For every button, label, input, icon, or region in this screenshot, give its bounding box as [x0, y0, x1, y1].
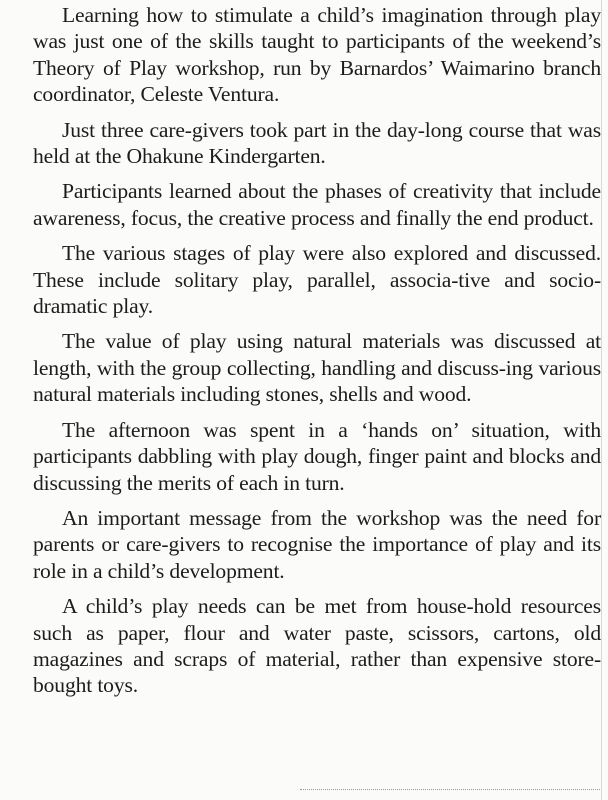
paragraph-participants: Just three care-givers took part in the day-long course that was held at the Ohakune Kindergarten.: [33, 117, 601, 169]
paragraph-creativity-phases: Participants learned about the phases of creativity that include awareness, focus, the creative process and finally the end product.: [33, 179, 601, 230]
paragraph-household-resources: A child’s play needs can be met from house-hold resources such as paper, flour and water paste, scissors, cartons, old magazines and scraps of material, rather than expensive store-bought toys.: [33, 594, 601, 698]
paragraph-hands-on: The afternoon was spent in a ‘hands on’ situation, with participants dabbling with play dough, finger paint and blocks and discussing the merits of each in turn.: [33, 417, 601, 495]
paragraph-stages-of-play: The various stages of play were also explored and discussed. These include solitary play, parallel, associa-tive and socio-dramatic play.: [33, 241, 601, 319]
paragraph-important-message: An important message from the workshop was the need for parents or care-givers to recognise the importance of play and its role in a child’s development.: [33, 505, 601, 583]
bottom-divider: [300, 789, 600, 790]
article-column: [33, 2, 601, 798]
paragraph-natural-materials: The value of play using natural materials was discussed at length, with the group collecting, handling and discuss-ing various natural materials including stones, shells and wood.: [33, 329, 601, 407]
column-edge-divider: [601, 0, 602, 800]
paragraph-workshop-intro: Learning how to stimulate a child’s imagination through play was just one of the skills taught to participants of the weekend’s Theory of Play workshop, run by Barnardos’ Waimarino branch coordinator, Celeste Ventura.: [33, 3, 601, 107]
